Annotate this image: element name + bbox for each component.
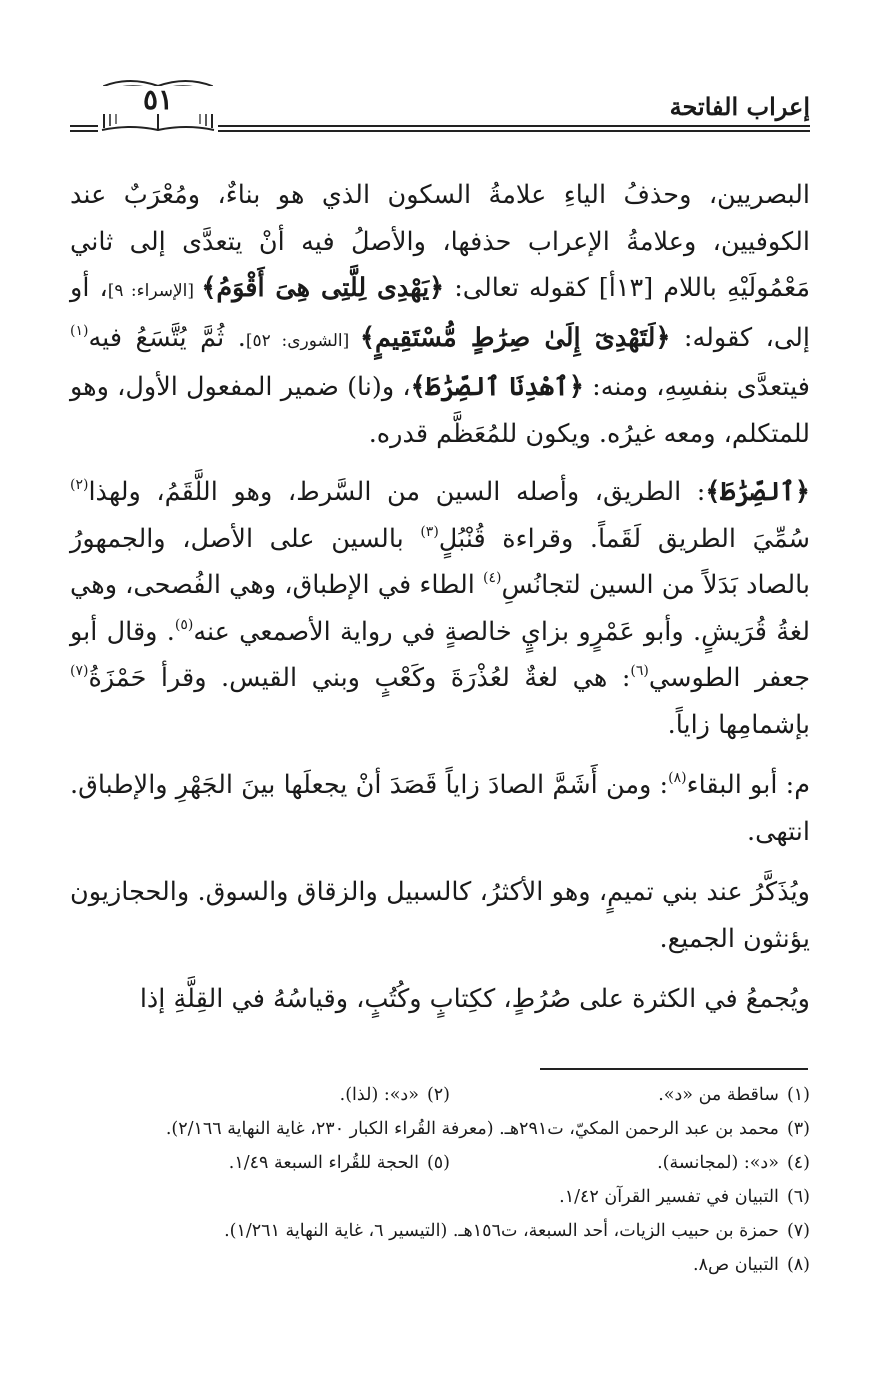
verse-reference: [الإسراء: ٩] bbox=[107, 281, 202, 301]
footnote-marker: (٤) bbox=[483, 570, 502, 586]
paragraph-3: م: أبو البقاء$^{(٨)}$: ومن أَشَمَّ الصادَ زاياً قَصَدَ أنْ يجعلَها بينَ الجَهْرِ والإطباق. انتهى. bbox=[70, 770, 810, 847]
footnote-7: (٧)حمزة بن حبيب الزيات، أحد السبعة، ت١٥٦هـ. (التيسير ٦، غاية النهاية ١/٢٦١). bbox=[224, 1221, 810, 1241]
paragraph-2: ﴿ٱلصِّرَٰطَ﴾: الطريق، وأصله السين من السَّرط، وهو اللَّقَمُ، ولهذا$^{(٢)}$ سُمِّيَ الطريق لَقَماً. وقراءة قُنْبُلٍ$^{(٣)}$ بالسين على الأصل، والجمهورُ بالصاد بَدَلاً من السين لتجانُسِ$^{(٤)}$ الطاء في الإطباق، وهي الفُصحى، وهي لغةُ قُرَيشٍ. وأبو عَمْرٍو بزايٍ خالصةٍ في رواية الأصمعي عنه$^{(٥)}$. وقال أبو جعفر الطوسي$^{(٦)}$: هي لغةٌ لعُذْرَةَ وكَعْبٍ وبني القيس. وقرأ حَمْزَةُ$^{(٧)}$ بإشمامِها زاياً. bbox=[70, 477, 810, 740]
footnote-marker: (٣) bbox=[420, 523, 439, 540]
footnote-marker: (٢) bbox=[70, 477, 89, 493]
verse-reference: [الشورى: ٥٢] bbox=[245, 330, 361, 351]
paragraph-1: البصريين، وحذفُ الياءِ علامةُ السكون الذي هو بناءٌ، ومُعْرَبٌ عند الكوفيين، وعلامةُ الإعراب حذفها، والأصلُ فيه أنْ يتعدَّى إلى ثاني مَعْمُولَيْهِ باللام [١٣أ] كقوله تعالى: ﴿يَهْدِى لِلَّتِى هِىَ أَقْوَمُ﴾ [الإسراء: ٩]، أو إلى، كقوله: ﴿لَتَهْدِىٓ إِلَىٰ صِرَٰطٍ مُّسْتَقِيمٍ﴾ [الشورى: ٥٢]. ثُمَّ يُتَّسَعُ فيه$^{(١)}$ فيتعدَّى بنفسِهِ، ومنه: ﴿ٱهْدِنَا ٱلصِّرَٰطَ﴾، و(نا) ضمير المفعول الأول، وهو للمتكلم، ومعه غيرُه. ويكون للمُعَظَّم قدره. bbox=[70, 180, 810, 449]
footnote-marker: (٦) bbox=[630, 663, 649, 679]
paragraph-5: ويُجمعُ في الكثرة على صُرُطٍ، ككِتابٍ وكُتُبٍ، وقياسُهُ في القِلَّةِ إذا bbox=[139, 984, 810, 1014]
footnote-3: (٣)محمد بن عبد الرحمن المكيّ، ت٢٩١هـ. (معرفة القُراء الكبار ٢٣٠، غاية النهاية ٢/١٦٦). bbox=[165, 1119, 810, 1139]
footnote-marker: (٥) bbox=[174, 616, 194, 633]
footnote-separator bbox=[540, 1068, 808, 1070]
footnote-6: (٦)التبيان في تفسير القرآن ١/٤٢. bbox=[559, 1187, 810, 1207]
footnote-marker: (٨) bbox=[668, 770, 687, 786]
page-header bbox=[70, 70, 810, 140]
footnote-marker: (١) bbox=[70, 322, 89, 339]
footnote-1: (١)ساقطة من «د». bbox=[658, 1085, 810, 1105]
paragraph-4: ويُذَكَّرُ عند بني تميمٍ، وهو الأكثرُ، كالسبيل والزقاق والسوق. والحجازيون يؤنثون الجميع. bbox=[70, 877, 810, 954]
quran-quote: ﴿ٱهْدِنَا ٱلصِّرَٰطَ﴾ bbox=[410, 372, 584, 402]
page-number: ٥١ bbox=[98, 86, 218, 114]
main-text bbox=[70, 172, 810, 1037]
footnote-row bbox=[70, 1078, 810, 1112]
footnote-4: (٤)«د»: (لمجانسة). bbox=[657, 1153, 810, 1173]
quran-quote: ﴿لَتَهْدِىٓ إِلَىٰ صِرَٰطٍ مُّسْتَقِيمٍ﴾ bbox=[360, 322, 671, 353]
footnote-5: (٥)الحجة للقُراء السبعة ١/٤٩. bbox=[228, 1153, 450, 1173]
footnote-2: (٢)«د»: (لذا). bbox=[339, 1085, 450, 1105]
footnotes bbox=[70, 1078, 810, 1282]
footnote-row bbox=[70, 1146, 810, 1180]
quran-quote: ﴿يَهْدِى لِلَّتِى هِىَ أَقْوَمُ﴾ bbox=[201, 273, 445, 303]
quran-quote: ﴿ٱلصِّرَٰطَ﴾ bbox=[705, 477, 810, 507]
footnote-marker: (٧) bbox=[70, 663, 89, 679]
footnote-8: (٨)التبيان ص٨. bbox=[693, 1255, 810, 1275]
running-title: إعراب الفاتحة bbox=[669, 92, 810, 121]
